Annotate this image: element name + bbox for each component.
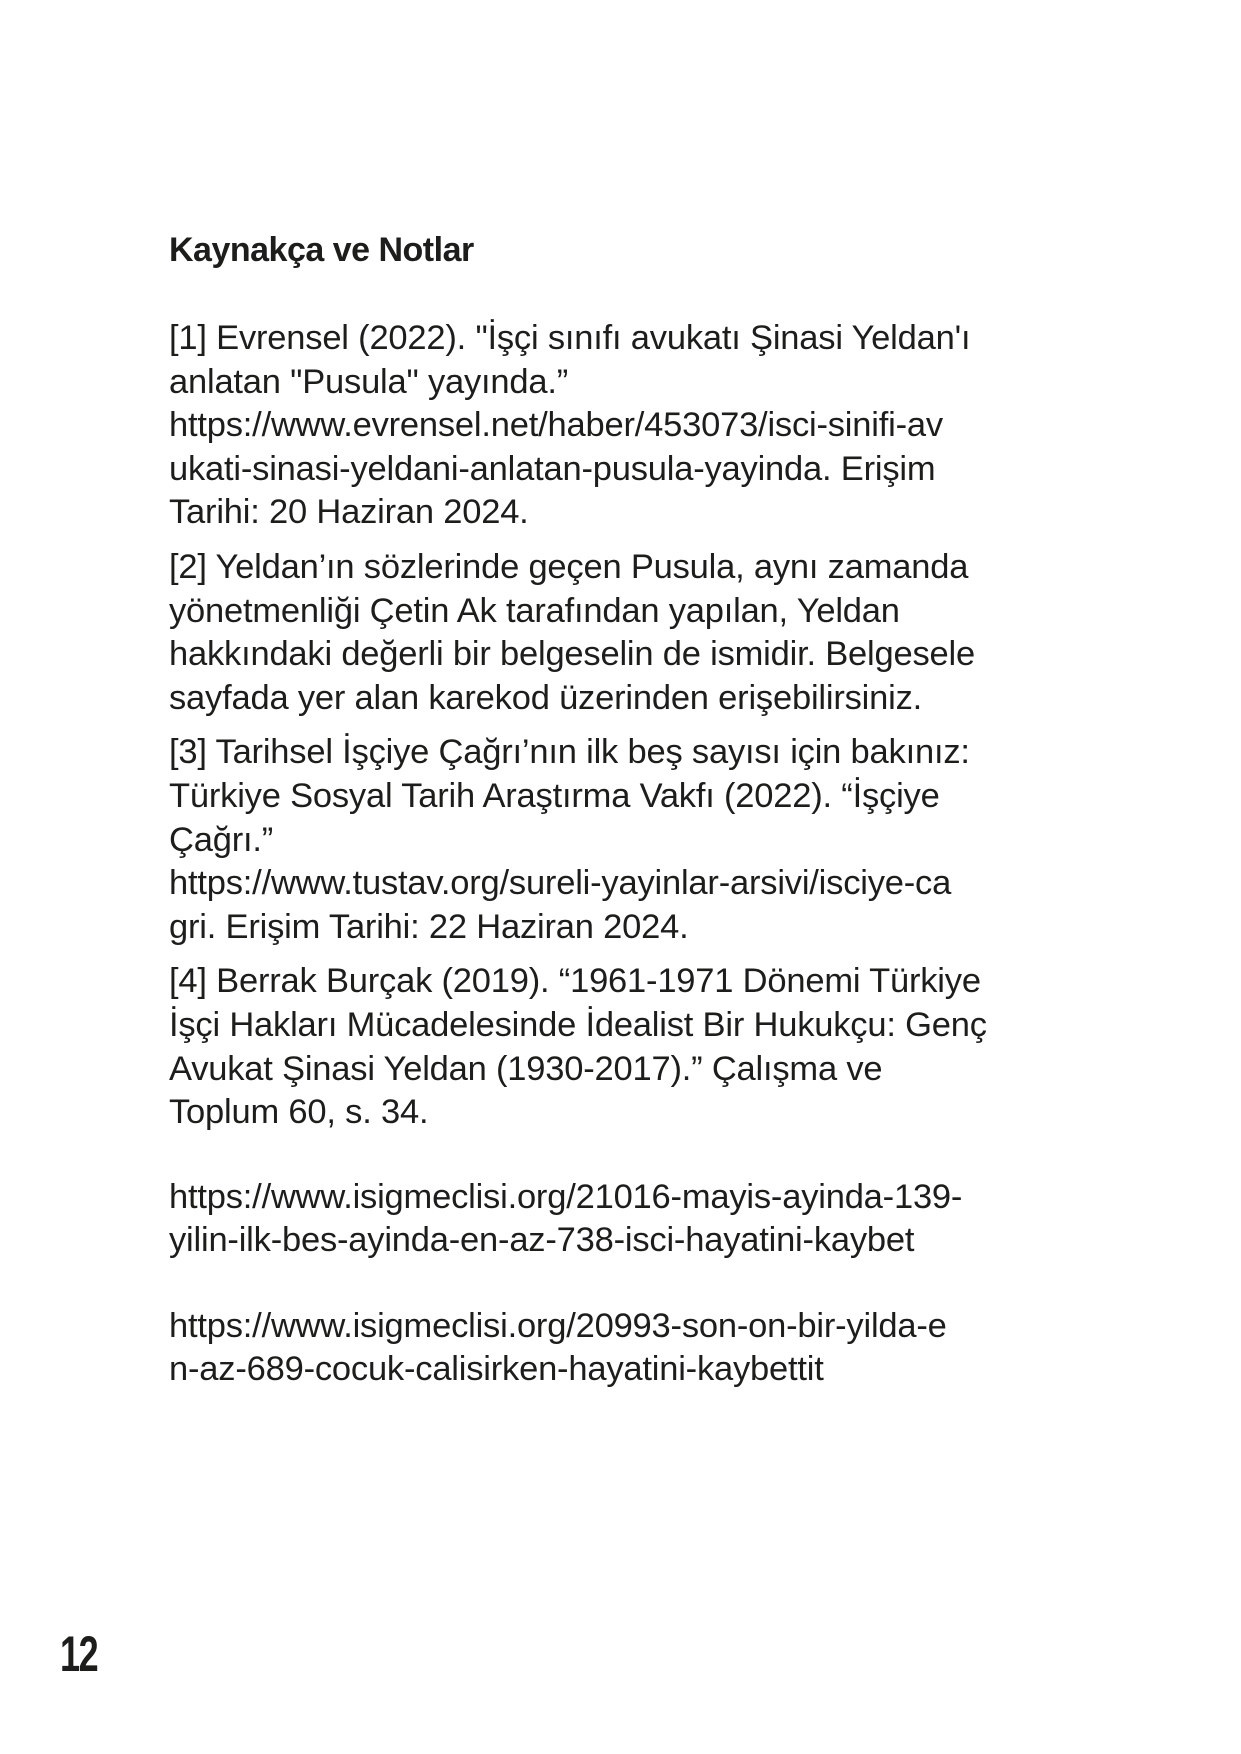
link-url-line: https://www.isigmeclisi.org/21016-mayis-ayinda-139-	[169, 1177, 963, 1216]
reference-line: yönetmenliği Çetin Ak tarafından yapılan, Yeldan	[169, 591, 900, 630]
link-url-line: https://www.isigmeclisi.org/20993-son-on-bir-yilda-e	[169, 1306, 947, 1345]
reference-line: [2] Yeldan’ın sözlerinde geçen Pusula, aynı zamanda	[169, 547, 969, 586]
reference-url-line: https://www.evrensel.net/haber/453073/isci-sinifi-av	[169, 406, 943, 445]
reference-line: Çağrı.”	[169, 820, 274, 859]
reference-line: İşçi Hakları Mücadelesinde İdealist Bir Hukukçu: Genç	[169, 1005, 987, 1044]
reference-line: sayfada yer alan karekod üzerinden erişebilirsiniz.	[169, 678, 923, 717]
link-url-line: n-az-689-cocuk-calisirken-hayatini-kaybettit	[169, 1350, 824, 1389]
references-list	[169, 317, 1129, 1403]
reference-url-line: gri. Erişim Tarihi: 22 Haziran 2024.	[169, 907, 689, 946]
page-title: Kaynakça ve Notlar	[169, 231, 474, 269]
reference-4	[169, 960, 1129, 1134]
reference-3	[169, 731, 1129, 949]
reference-url-line: ukati-sinasi-yeldani-anlatan-pusula-yayinda. Erişim	[169, 449, 936, 488]
reference-line: Avukat Şinasi Yeldan (1930-2017).” Çalışma ve	[169, 1049, 883, 1088]
link-block-1	[169, 1176, 1129, 1263]
reference-line: [4] Berrak Burçak (2019). “1961-1971 Dönemi Türkiye	[169, 962, 981, 1001]
reference-line: [3] Tarihsel İşçiye Çağrı’nın ilk beş sayısı için bakınız:	[169, 733, 970, 772]
reference-line: Türkiye Sosyal Tarih Araştırma Vakfı (2022). “İşçiye	[169, 776, 940, 815]
reference-line: hakkındaki değerli bir belgeselin de ismidir. Belgesele	[169, 635, 975, 674]
reference-2	[169, 546, 1129, 720]
reference-url-line: https://www.tustav.org/sureli-yayinlar-arsivi/isciye-ca	[169, 864, 952, 903]
reference-line: Toplum 60, s. 34.	[169, 1093, 429, 1132]
page-number: 12	[60, 1626, 98, 1682]
link-block-2	[169, 1305, 1129, 1392]
reference-1	[169, 317, 1129, 535]
reference-line: [1] Evrensel (2022). "İşçi sınıfı avukatı Şinasi Yeldan'ı	[169, 319, 971, 357]
link-url-line: yilin-ilk-bes-ayinda-en-az-738-isci-hayatini-kaybet	[169, 1221, 915, 1260]
reference-line: anlatan "Pusula" yayında.”	[169, 362, 569, 401]
reference-line: Tarihi: 20 Haziran 2024.	[169, 493, 529, 532]
